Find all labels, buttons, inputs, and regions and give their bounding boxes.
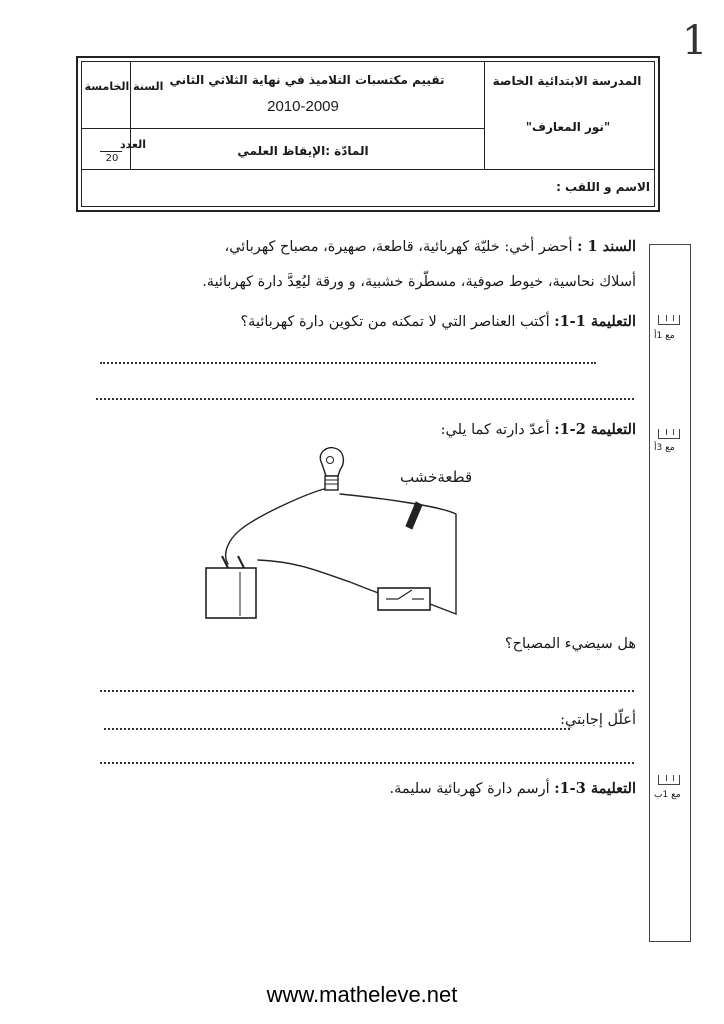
answer-line-2[interactable]	[96, 398, 634, 400]
score-max: 20	[105, 153, 119, 164]
score-label: العدد	[119, 138, 147, 151]
question-1-3-label: التعليمة 3-1:	[554, 780, 636, 797]
score-box-3	[658, 775, 680, 785]
page-number: 1	[682, 18, 708, 64]
section-1-line2: أسلاك نحاسية، خيوط صوفية، مسطّرة خشبية، و ورقة ليُعِدَّ دارة كهربائية.	[202, 274, 636, 290]
exam-header	[76, 56, 660, 212]
student-name-label: الاسم و اللقب :	[556, 180, 650, 194]
wood-piece-label: قطعةخشب	[400, 468, 473, 486]
school-name-line2: "نور المعارف"	[525, 120, 611, 134]
margin-label-1: مع 1أ	[654, 331, 675, 341]
margin-label-2: مع 3أ	[654, 443, 675, 453]
switch-icon	[378, 588, 430, 610]
school-year: 2010-2009	[267, 98, 339, 115]
question-1-1	[240, 313, 636, 330]
battery-icon	[206, 556, 256, 618]
grade-label: السنة الخامسة	[84, 80, 164, 93]
score-box-1	[658, 315, 680, 325]
question-1-1-label: التعليمة 1-1:	[554, 313, 636, 330]
justify-label: أعلّل إجابتي:	[560, 712, 636, 728]
question-1-2	[441, 421, 636, 438]
exam-title: تقييم مكتسبات التلاميذ في نهاية الثلاثي الثاني	[169, 73, 445, 87]
margin-label-3: مع 1ب	[654, 790, 681, 800]
school-name-line1: المدرسة الابتدائية الخاصة	[492, 74, 642, 88]
answer-line-1[interactable]	[100, 362, 596, 364]
question-1-2-label: التعليمة 2-1:	[554, 421, 636, 438]
wood-piece-icon	[406, 502, 422, 529]
question-1-2-sub: هل سيضيء المصباح؟	[504, 636, 636, 652]
bulb-icon	[320, 448, 343, 490]
answer-line-4[interactable]	[104, 728, 570, 730]
section-1-label: السند 1 :	[577, 238, 636, 255]
question-1-2-text: أعدّ دارته كما يلي:	[440, 422, 550, 438]
answer-line-5[interactable]	[100, 762, 634, 764]
question-1-3-text: أرسم دارة كهربائية سليمة.	[389, 781, 550, 797]
question-1-3	[390, 780, 636, 797]
section-1-line1: أحضر أخي: خليّة كهربائية، قاطعة، صهيرة، مصباح كهربائي،	[224, 239, 573, 255]
question-1-1-text: أكتب العناصر التي لا تمكنه من تكوين دارة كهربائية؟	[240, 314, 550, 330]
document-section-1	[225, 238, 636, 255]
subject-label: المادّة :الإيقاظ العلمي	[237, 144, 369, 158]
score-margin-column	[649, 244, 691, 942]
footer-url: www.matheleve.net	[266, 982, 458, 1007]
score-box-2	[658, 429, 680, 439]
answer-line-3[interactable]	[100, 690, 634, 692]
